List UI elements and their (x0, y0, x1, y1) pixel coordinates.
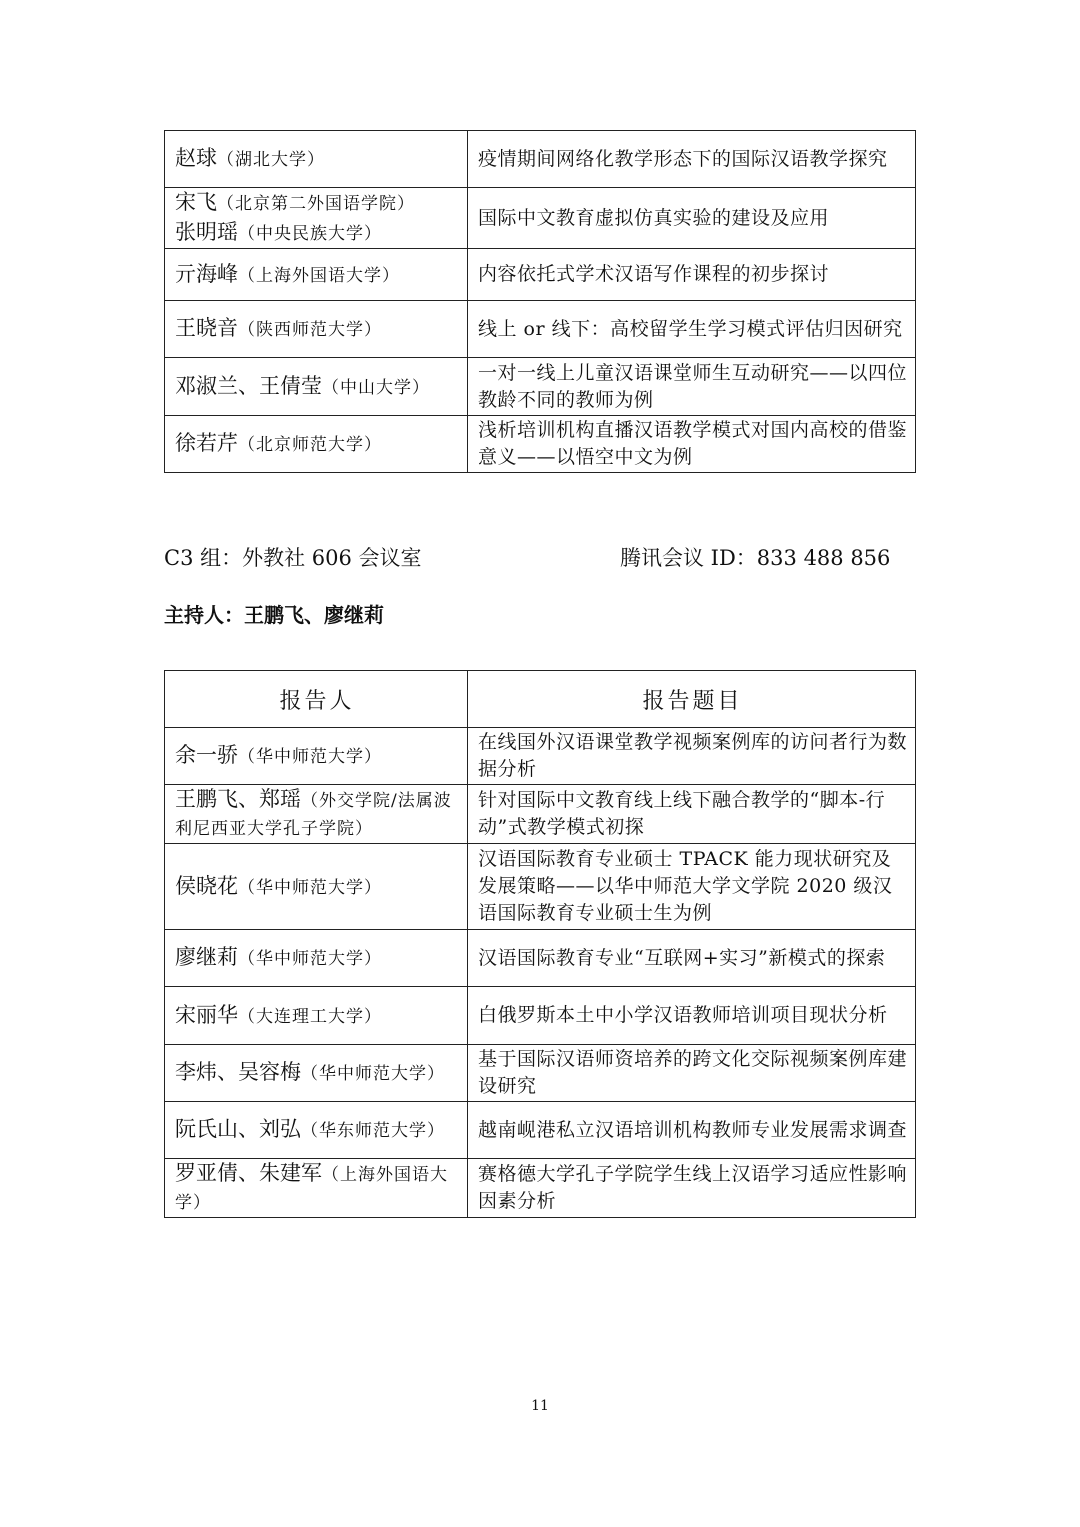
presenter-name: 余一骄 (175, 743, 238, 767)
presenter-cell (165, 987, 468, 1045)
presenter-affiliation: （外交学院/法属波利尼西亚大学孔子学院） (175, 791, 452, 839)
presenter-cell (165, 844, 468, 930)
presenter-cell (165, 188, 468, 249)
presenter-affiliation: （上海外国语大学） (175, 1165, 448, 1213)
presenter-name: 廖继莉 (175, 945, 238, 969)
table-row (165, 358, 916, 416)
report-topic: 基于国际汉语师资培养的跨文化交际视频案例库建设研究 (468, 1045, 916, 1102)
presenter-cell (165, 249, 468, 301)
presenter-name: 宋飞 (175, 190, 217, 214)
table-row (165, 728, 916, 785)
presenters-table-top (164, 130, 916, 473)
report-topic: 汉语国际教育专业“互联网+实习”新模式的探索 (468, 930, 916, 987)
presenter-name: 王晓音 (175, 316, 238, 340)
table-row (165, 844, 916, 930)
presenter-name: 宋丽华 (175, 1002, 238, 1027)
report-topic: 内容依托式学术汉语写作课程的初步探讨 (468, 249, 916, 301)
presenter-name: 侯晓花 (175, 873, 238, 898)
table-row (165, 930, 916, 987)
presenter-name: 邓淑兰、王倩莹 (175, 373, 322, 398)
presenter-cell (165, 416, 468, 473)
presenter-affiliation: （华中师范大学） (238, 949, 382, 969)
report-topic: 针对国际中文教育线上线下融合教学的“脚本-行动”式教学模式初探 (468, 785, 916, 844)
presenter-name: 赵球 (175, 146, 217, 170)
presenter-affiliation: （陕西师范大学） (238, 320, 382, 340)
table-row (165, 987, 916, 1045)
presenter-name: 阮氏山、刘弘 (175, 1117, 301, 1141)
presenter-affiliation: （中央民族大学） (238, 224, 382, 244)
report-topic: 一对一线上儿童汉语课堂师生互动研究——以四位教龄不同的教师为例 (468, 358, 916, 416)
report-topic: 汉语国际教育专业硕士 TPACK 能力现状研究及发展策略——以华中师范大学文学院 2020 级汉语国际教育专业硕士生为例 (468, 844, 916, 930)
presenter-affiliation: （华中师范大学） (301, 1064, 445, 1084)
table-row (165, 188, 916, 249)
meeting-id-label: 腾讯会议 ID：833 488 856 (620, 546, 891, 570)
presenter-cell (165, 1045, 468, 1102)
presenter-cell (165, 301, 468, 358)
table-row (165, 1102, 916, 1159)
presenter-cell (165, 1102, 468, 1159)
presenter-cell (165, 1159, 468, 1218)
presenter-cell (165, 728, 468, 785)
table-row (165, 131, 916, 188)
presenter-name: 王鹏飞、郑瑶 (175, 787, 301, 811)
report-topic: 线上 or 线下：高校留学生学习模式评估归因研究 (468, 301, 916, 358)
report-topic: 赛格德大学孔子学院学生线上汉语学习适应性影响因素分析 (468, 1159, 916, 1218)
presenter-affiliation: （华中师范大学） (238, 877, 382, 898)
presenter-cell (165, 358, 468, 416)
report-topic: 疫情期间网络化教学形态下的国际汉语教学探究 (468, 131, 916, 188)
table-row (165, 1045, 916, 1102)
report-topic: 越南岘港私立汉语培训机构教师专业发展需求调查 (468, 1102, 916, 1159)
table-row (165, 785, 916, 844)
presenter-affiliation: （华东师范大学） (301, 1121, 445, 1141)
presenter-name: 徐若芹 (175, 431, 238, 455)
host-label: 主持人：王鹏飞、廖继莉 (164, 603, 384, 627)
presenter-affiliation: （湖北大学） (217, 150, 325, 170)
presenter-cell (165, 131, 468, 188)
table-row (165, 416, 916, 473)
table-header-row (165, 671, 916, 728)
header-presenter: 报告人 (165, 671, 468, 728)
presenter-name: 亓海峰 (175, 261, 238, 286)
presenter-affiliation: （北京师范大学） (238, 435, 382, 455)
presenters-table-c3 (164, 670, 916, 1218)
report-topic: 白俄罗斯本土中小学汉语教师培训项目现状分析 (468, 987, 916, 1045)
presenter-name: 李炜、吴容梅 (175, 1060, 301, 1084)
presenter-affiliation: （北京第二外国语学院） (217, 194, 415, 214)
report-topic: 浅析培训机构直播汉语教学模式对国内高校的借鉴意义——以悟空中文为例 (468, 416, 916, 473)
report-topic: 国际中文教育虚拟仿真实验的建设及应用 (468, 188, 916, 249)
table-row (165, 249, 916, 301)
presenter-affiliation: （中山大学） (322, 377, 430, 398)
presenter-cell (165, 930, 468, 987)
presenter-affiliation: （大连理工大学） (238, 1006, 382, 1027)
presenter-affiliation: （华中师范大学） (238, 747, 382, 767)
header-topic: 报告题目 (468, 671, 916, 728)
group-room-label: C3 组：外教社 606 会议室 (164, 546, 422, 570)
presenter-name: 张明瑶 (175, 220, 238, 244)
page-number: 11 (531, 1398, 549, 1414)
presenter-cell (165, 785, 468, 844)
table-row (165, 301, 916, 358)
presenter-name: 罗亚倩、朱建军 (175, 1161, 322, 1185)
presenter-affiliation: （上海外国语大学） (238, 265, 400, 286)
report-topic: 在线国外汉语课堂教学视频案例库的访问者行为数据分析 (468, 728, 916, 785)
table-row (165, 1159, 916, 1218)
